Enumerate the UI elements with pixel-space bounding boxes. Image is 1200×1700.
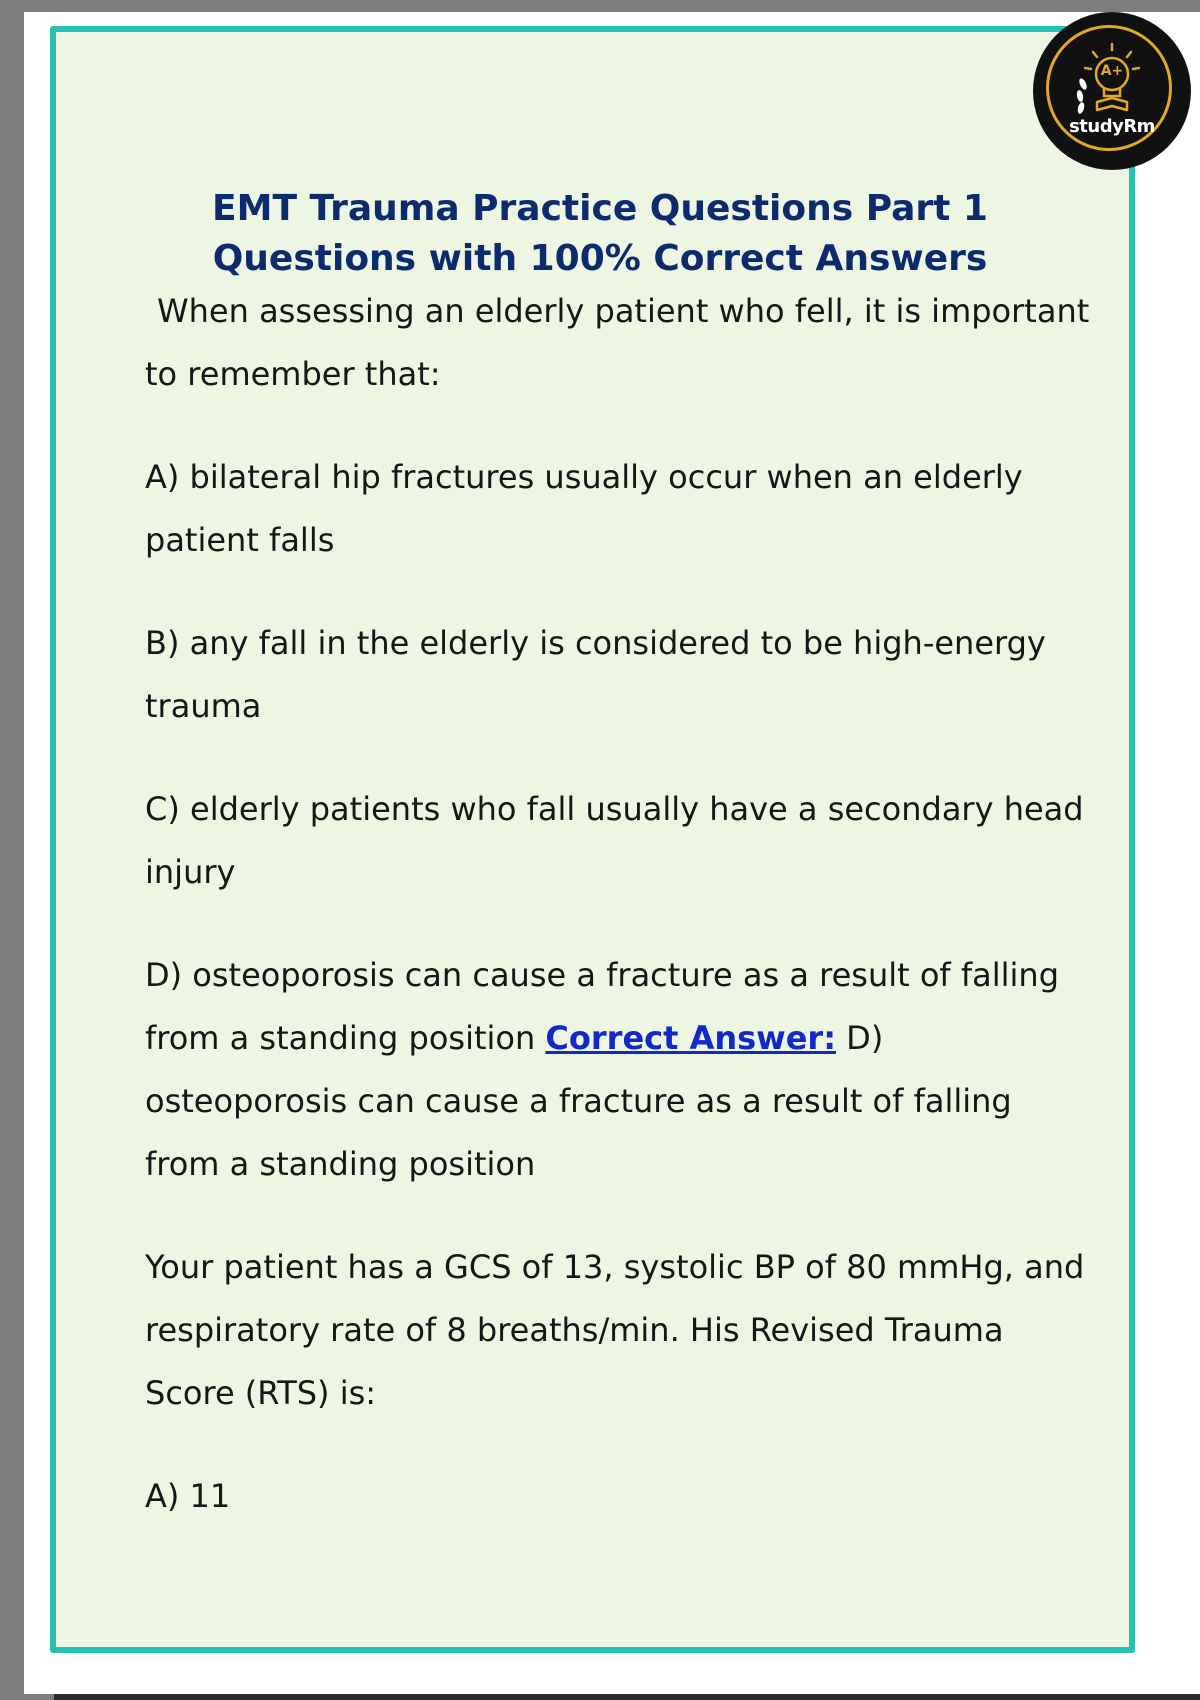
correct-answer-link[interactable]: Correct Answer:	[545, 1019, 836, 1057]
document-body	[145, 280, 1095, 1568]
studyrm-logo	[1033, 12, 1191, 170]
correct-answer-text: D) osteoporosis can cause a fracture as a result of falling from a standing position	[145, 1019, 1012, 1183]
answer-option: B) any fall in the elderly is considered to be high-energy trauma	[145, 624, 1046, 725]
answer-option: C) elderly patients who fall usually have a secondary head injury	[145, 790, 1084, 891]
logo-badge-text: A+	[1100, 63, 1124, 79]
answer-option: A) bilateral hip fractures usually occur when an elderly patient falls	[145, 458, 1023, 559]
answer-option: A) 11	[145, 1477, 231, 1515]
logo-name: studyRm	[1069, 116, 1155, 137]
question-text: When assessing an elderly patient who fell, it is important to remember that:	[145, 292, 1090, 393]
question-text: Your patient has a GCS of 13, systolic BP of 80 mmHg, and respiratory rate of 8 breaths/min. His Revised Trauma Score (RTS) is:	[145, 1248, 1085, 1412]
page-bottom-edge	[54, 1694, 1200, 1700]
answer-option-with-correct-answer	[145, 944, 1095, 1196]
answer-option: D) osteoporosis can cause a fracture as a result of falling from a standing position	[145, 956, 1059, 1057]
document-title: EMT Trauma Practice Questions Part 1 Questions with 100% Correct Answers	[212, 188, 988, 280]
lightbulb-icon	[1033, 12, 1191, 170]
